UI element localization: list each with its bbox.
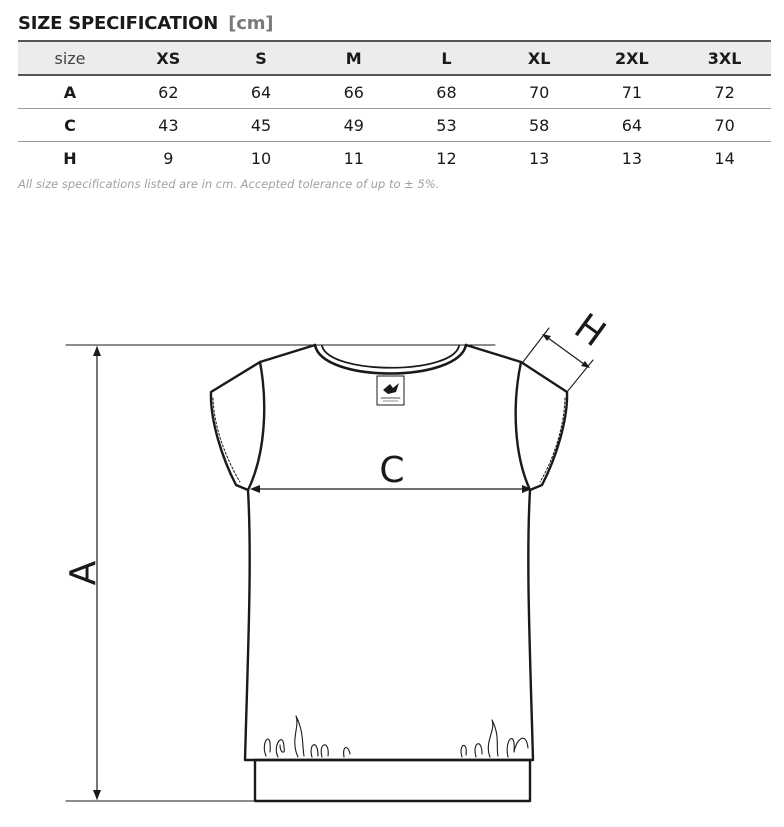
label-c: C bbox=[379, 450, 405, 491]
size-header: 3XL bbox=[707, 48, 742, 68]
table-cell: 53 bbox=[436, 115, 457, 135]
table-cell: 11 bbox=[343, 148, 364, 168]
title-text: SIZE SPECIFICATION bbox=[18, 13, 219, 34]
size-header: XL bbox=[527, 48, 551, 68]
table-cell: 72 bbox=[714, 82, 735, 102]
title-unit: [cm] bbox=[228, 13, 274, 34]
row-label: H bbox=[63, 148, 77, 168]
size-header: S bbox=[255, 48, 267, 68]
dimension-c bbox=[250, 450, 532, 493]
table-cell: 64 bbox=[250, 82, 272, 102]
table-cell: 9 bbox=[163, 148, 174, 168]
table-cell: 70 bbox=[528, 82, 550, 102]
row-label: C bbox=[64, 115, 76, 135]
table-cell: 66 bbox=[343, 82, 364, 102]
size-header: M bbox=[345, 48, 362, 68]
table-cell: 58 bbox=[528, 115, 550, 135]
table-cell: 14 bbox=[714, 148, 735, 168]
size-header: 2XL bbox=[615, 48, 649, 68]
tshirt-outline bbox=[211, 345, 567, 801]
dimension-h bbox=[523, 306, 613, 392]
size-header: XS bbox=[156, 48, 181, 68]
dimension-a bbox=[63, 345, 495, 801]
label-a: A bbox=[63, 560, 104, 586]
label-h: H bbox=[566, 306, 613, 356]
brand-label-icon bbox=[377, 376, 404, 405]
row-label: A bbox=[63, 82, 77, 102]
table-cell: 13 bbox=[621, 148, 643, 168]
table-cell: 13 bbox=[528, 148, 550, 168]
table-cell: 45 bbox=[250, 115, 272, 135]
table-cell: 43 bbox=[158, 115, 179, 135]
table-cell: 10 bbox=[250, 148, 272, 168]
table-cell: 49 bbox=[343, 115, 364, 135]
size-header: L bbox=[441, 48, 452, 68]
table-cell: 71 bbox=[621, 82, 643, 102]
table-cell: 70 bbox=[714, 115, 735, 135]
table-cell: 68 bbox=[436, 82, 457, 102]
tolerance-note: All size specifications listed are in cm. Accepted tolerance of up to ± 5%. bbox=[18, 177, 440, 191]
table-cell: 62 bbox=[158, 82, 179, 102]
table-cell: 64 bbox=[621, 115, 643, 135]
corner-label: size bbox=[54, 48, 86, 68]
table-cell: 12 bbox=[436, 148, 457, 168]
